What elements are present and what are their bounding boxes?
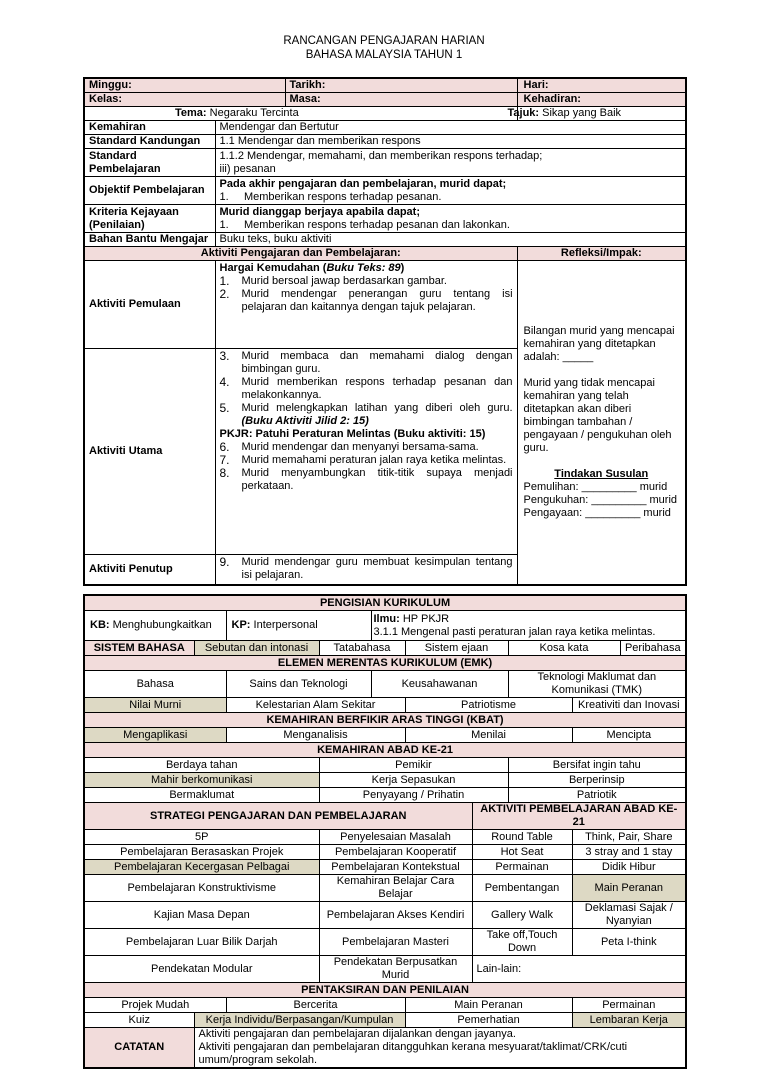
- strategi-item: Pembelajaran Luar Bilik Darjah: [84, 929, 319, 956]
- aktiviti-item: Main Peranan: [572, 875, 686, 902]
- hari-label: Hari:: [517, 78, 686, 93]
- abad-item: Bermaklumat: [84, 788, 319, 803]
- ilmu-cell: Ilmu: HP PKJR 3.1.1 Mengenal pasti peraturan jalan raya ketika melintas.: [371, 611, 686, 641]
- strategi-item: Pembelajaran Kontekstual: [319, 860, 472, 875]
- aktiviti-item: Permainan: [472, 860, 572, 875]
- curriculum-table: [83, 594, 687, 1069]
- standard-kandungan-value: 1.1 Mendengar dan memberikan respons: [215, 135, 686, 149]
- pkjr-title: PKJR: Patuhi Peraturan Melintas (Buku aktiviti: 15): [219, 428, 486, 440]
- refleksi-header: Refleksi/Impak:: [517, 247, 686, 261]
- aktiviti-lain-lain: Lain-lain:: [472, 956, 686, 983]
- standard-pembelajaran-value: [215, 149, 686, 177]
- list-item: 1. Murid bersoal jawap berdasarkan gambar.: [219, 274, 447, 288]
- aktiviti-item: 3 stray and 1 stay: [572, 845, 686, 860]
- strategi-item: 5P: [84, 830, 319, 845]
- emk-title: ELEMEN MERENTAS KURIKULUM (EMK): [84, 656, 686, 671]
- aktiviti-item: Pembentangan: [472, 875, 572, 902]
- kbat-title: KEMAHIRAN BERFIKIR ARAS TINGGI (KBAT): [84, 713, 686, 728]
- aktiviti-item: Peta I-think: [572, 929, 686, 956]
- masa-label: Masa:: [285, 93, 517, 107]
- tajuk-value: Sikap yang Baik: [542, 107, 622, 119]
- abad-item: Berdaya tahan: [84, 758, 319, 773]
- aktiviti-item: Take off,Touch Down: [472, 929, 572, 956]
- list-item: 9. Murid mendengar guru membuat kesimpulan tentang isi pelajaran.: [219, 555, 513, 581]
- aktiviti-pemulaan-label: Aktiviti Pemulaan: [84, 261, 215, 349]
- pentaksiran-item: Permainan: [572, 998, 686, 1013]
- refleksi-content: [517, 261, 686, 585]
- abad-item: Penyayang / Prihatin: [319, 788, 508, 803]
- kbat-item: Mencipta: [572, 728, 686, 743]
- sistem-bahasa-item: Tatabahasa: [319, 641, 405, 656]
- refleksi-line1: Bilangan murid yang mencapai kemahiran yang ditetapkan adalah: _____: [523, 324, 675, 363]
- emk-item: Keusahawanan: [371, 671, 508, 698]
- pengisian-kurikulum-title: PENGISIAN KURIKULUM: [84, 595, 686, 611]
- abad-title: KEMAHIRAN ABAD KE-21: [84, 743, 686, 758]
- aktiviti-item: Didik Hibur: [572, 860, 686, 875]
- kbat-item: Mengaplikasi: [84, 728, 226, 743]
- sistem-bahasa-item: Sistem ejaan: [405, 641, 508, 656]
- aktiviti-penutup-label: Aktiviti Penutup: [84, 555, 215, 585]
- abad-item: Pemikir: [319, 758, 508, 773]
- tajuk-cell: [507, 107, 686, 121]
- abad-item: Berperinsip: [508, 773, 686, 788]
- catatan-line1: Aktiviti pengajaran dan pembelajaran dijalankan dengan jayanya.: [198, 1028, 516, 1040]
- standard-pembelajaran-line2: iii) pesanan: [219, 162, 276, 175]
- kemahiran-label: Kemahiran: [84, 121, 215, 135]
- utama-steps: [220, 350, 513, 428]
- document-title: RANCANGAN PENGAJARAN HARIAN: [283, 35, 485, 47]
- pentaksiran-item: Main Peranan: [405, 998, 572, 1013]
- catatan-line2: Aktiviti pengajaran dan pembelajaran ditangguhkan kerana mesyuarat/taklimat/CRK/cuti umum/program sekolah.: [198, 1041, 628, 1066]
- objektif-label: Objektif Pembelajaran: [84, 177, 215, 205]
- emk-item: Sains dan Teknologi: [226, 671, 371, 698]
- lesson-plan-table: [83, 77, 687, 586]
- aktiviti-item: Round Table: [472, 830, 572, 845]
- list-item: 6. Murid mendengar dan menyanyi bersama-sama.: [219, 440, 479, 454]
- objektif-line2: 1. Memberikan respons terhadap pesanan.: [219, 190, 442, 203]
- aktiviti-item: Deklamasi Sajak / Nyanyian: [572, 902, 686, 929]
- strategi-item: Penyelesaian Masalah: [319, 830, 472, 845]
- catatan-label: CATATAN: [84, 1028, 194, 1069]
- strategi-item: Pendekatan Berpusatkan Murid: [319, 956, 472, 983]
- list-item: 8. Murid menyambungkan titik-titik supaya menjadi perkataan.: [219, 466, 513, 492]
- tema-value: Negaraku Tercinta: [209, 107, 299, 119]
- pemulaan-title: Hargai Kemudahan (Buku Teks: 89): [219, 262, 405, 274]
- kp-cell: KP: Interpersonal: [226, 611, 371, 641]
- tindakan-susulan-title: Tindakan Susulan: [554, 467, 649, 480]
- abad-aktiviti-title: AKTIVITI PEMBELAJARAN ABAD KE-21: [472, 803, 686, 830]
- strategi-item: Pembelajaran Masteri: [319, 929, 472, 956]
- strategi-item: Kemahiran Belajar Cara Belajar: [319, 875, 472, 902]
- aktiviti-utama-content: [215, 349, 517, 555]
- aktiviti-penutup-content: [215, 555, 517, 585]
- aktiviti-pemulaan-content: [215, 261, 517, 349]
- pentaksiran-title: PENTAKSIRAN DAN PENILAIAN: [84, 983, 686, 998]
- sistem-bahasa-item: Kosa kata: [508, 641, 620, 656]
- kriteria-line1: Murid dianggap berjaya apabila dapat;: [219, 205, 420, 218]
- bbm-label: Bahan Bantu Mengajar: [84, 233, 215, 247]
- pemulaan-steps: [220, 275, 513, 314]
- emk-item: Bahasa: [84, 671, 226, 698]
- aktiviti-item: Hot Seat: [472, 845, 572, 860]
- pentaksiran-item: Lembaran Kerja: [572, 1013, 686, 1028]
- emk-item: Kreativiti dan Inovasi: [572, 698, 686, 713]
- tarikh-label: Tarikh:: [285, 78, 517, 93]
- strategi-item: Pembelajaran Kooperatif: [319, 845, 472, 860]
- pemulihan-line: Pemulihan: _________ murid: [523, 480, 668, 493]
- tema-cell: [84, 107, 517, 121]
- strategi-item: Pembelajaran Kecergasan Pelbagai: [84, 860, 319, 875]
- kriteria-label-line2: (Penilaian): [89, 218, 145, 231]
- sistem-bahasa-label: SISTEM BAHASA: [84, 641, 194, 656]
- aktiviti-utama-label: Aktiviti Utama: [84, 349, 215, 555]
- pengayaan-line: Pengayaan: _________ murid: [523, 506, 671, 519]
- kriteria-label: [84, 205, 215, 233]
- aktiviti-item: Gallery Walk: [472, 902, 572, 929]
- list-item: 5. Murid melengkapkan latihan yang diberi oleh guru. (Buku Aktiviti Jilid 2: 15): [219, 401, 513, 427]
- standard-kandungan-label: Standard Kandungan: [84, 135, 215, 149]
- document-subtitle: BAHASA MALAYSIA TAHUN 1: [305, 49, 463, 61]
- strategi-item: Pembelajaran Konstruktivisme: [84, 875, 319, 902]
- objektif-value: [215, 177, 686, 205]
- abad-item: Bersifat ingin tahu: [508, 758, 686, 773]
- kriteria-value: [215, 205, 686, 233]
- minggu-label: Minggu:: [84, 78, 285, 93]
- list-item: 2. Murid mendengar penerangan guru tentang isi pelajaran dan kaitannya dengan tajuk pelajaran.: [219, 287, 513, 313]
- strategi-item: Pembelajaran Akses Kendiri: [319, 902, 472, 929]
- aktiviti-item: Think, Pair, Share: [572, 830, 686, 845]
- tema-label: Tema:: [175, 107, 207, 119]
- tajuk-label: Tajuk:: [507, 107, 540, 119]
- catatan-content: [194, 1028, 686, 1069]
- pentaksiran-item: Projek Mudah: [84, 998, 226, 1013]
- bbm-value: Buku teks, buku aktiviti: [215, 233, 686, 247]
- refleksi-line2: Murid yang tidak mencapai kemahiran yang telah ditetapkan akan diberi bimbingan tambahan / pengayaan / pengukuhan oleh guru.: [523, 376, 672, 454]
- objektif-line1: Pada akhir pengajaran dan pembelajaran, murid dapat;: [219, 177, 507, 190]
- pentaksiran-item: Kuiz: [84, 1013, 194, 1028]
- list-item: 3. Murid membaca dan memahami dialog dengan bimbingan guru.: [219, 349, 513, 375]
- abad-item: Patriotik: [508, 788, 686, 803]
- sistem-bahasa-item: Peribahasa: [620, 641, 686, 656]
- list-item: 4. Murid memberikan respons terhadap pesanan dan melakonkannya.: [219, 375, 513, 401]
- aktiviti-header: Aktiviti Pengajaran dan Pembelajaran:: [84, 247, 517, 261]
- emk-item: Kelestarian Alam Sekitar: [226, 698, 405, 713]
- emk-item: Nilai Murni: [84, 698, 226, 713]
- strategi-item: Pembelajaran Berasaskan Projek: [84, 845, 319, 860]
- kehadiran-label: Kehadiran:: [517, 93, 686, 107]
- pentaksiran-item: Pemerhatian: [405, 1013, 572, 1028]
- abad-item: Kerja Sepasukan: [319, 773, 508, 788]
- emk-item: Patriotisme: [405, 698, 572, 713]
- strategi-title: STRATEGI PENGAJARAN DAN PEMBELAJARAN: [84, 803, 472, 830]
- kbat-item: Menganalisis: [226, 728, 405, 743]
- kbat-item: Menilai: [405, 728, 572, 743]
- pentaksiran-item: Kerja Individu/Berpasangan/Kumpulan: [194, 1013, 405, 1028]
- kb-cell: KB: Menghubungkaitkan: [84, 611, 226, 641]
- utama-steps-2: [220, 441, 513, 493]
- standard-pembelajaran-label: Standard Pembelajaran: [84, 149, 215, 177]
- penutup-steps: [220, 556, 513, 582]
- kriteria-line2: 1. Memberikan respons terhadap pesanan dan lakonkan.: [219, 218, 510, 231]
- kelas-label: Kelas:: [84, 93, 285, 107]
- standard-pembelajaran-line1: 1.1.2 Mendengar, memahami, dan memberikan respons terhadap;: [219, 149, 543, 162]
- pentaksiran-item: Bercerita: [226, 998, 405, 1013]
- kemahiran-value: Mendengar dan Bertutur: [215, 121, 686, 135]
- list-item: 7. Murid memahami peraturan jalan raya ketika melintas.: [219, 453, 507, 467]
- kriteria-label-line1: Kriteria Kejayaan: [89, 205, 179, 218]
- strategi-item: Kajian Masa Depan: [84, 902, 319, 929]
- sistem-bahasa-item: Sebutan dan intonasi: [194, 641, 319, 656]
- abad-item: Mahir berkomunikasi: [84, 773, 319, 788]
- strategi-item: Pendekatan Modular: [84, 956, 319, 983]
- emk-item: Teknologi Maklumat dan Komunikasi (TMK): [508, 671, 686, 698]
- pengukuhan-line: Pengukuhan: _________ murid: [523, 493, 678, 506]
